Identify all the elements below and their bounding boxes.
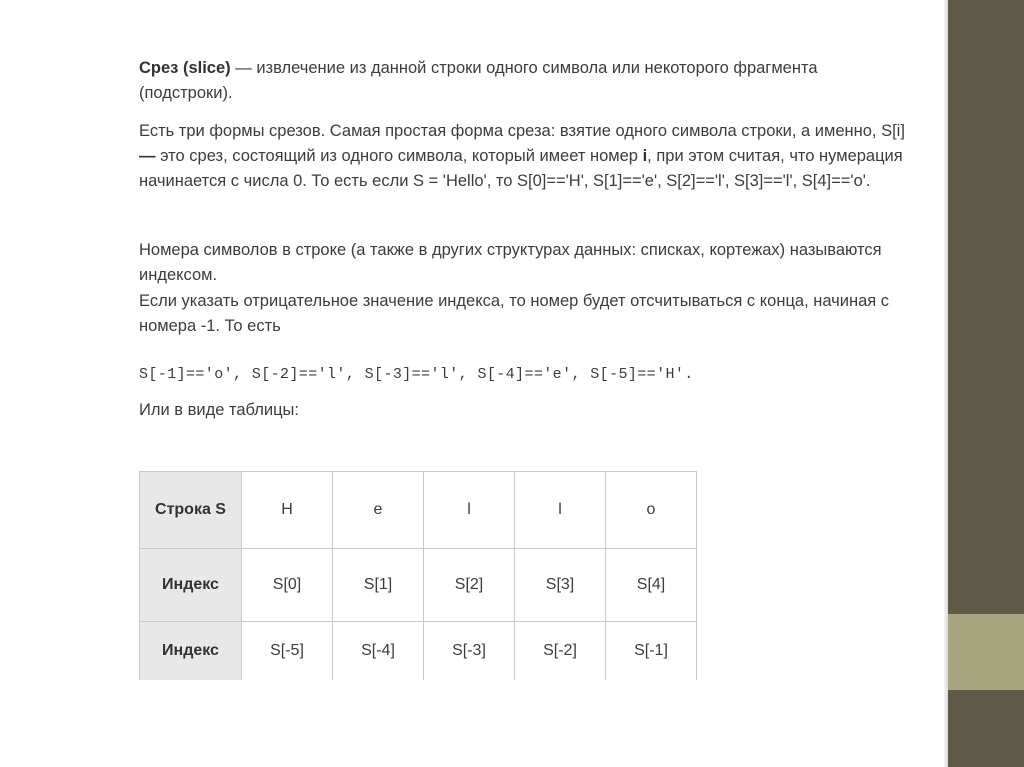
table-cell: S[-4] <box>333 622 424 681</box>
row-header-string: Строка S <box>140 472 242 549</box>
table-row <box>140 549 697 622</box>
row-header-negative-index: Индекс <box>140 622 242 681</box>
table-cell: H <box>242 472 333 549</box>
paragraph-index-definition: Номера символов в строке (а также в других структурах данных: списках, кортежах) называются индексом. <box>139 241 882 284</box>
expr-s-i: S[i] <box>881 122 905 140</box>
code-negative-indices: S[-1]=='o', S[-2]=='l', S[-3]=='l', S[-4]=='e', S[-5]=='H'. <box>139 366 694 383</box>
table-cell: S[0] <box>242 549 333 622</box>
table-cell: S[2] <box>424 549 515 622</box>
table-cell: S[-3] <box>424 622 515 681</box>
table-cell: l <box>515 472 606 549</box>
table-cell: S[4] <box>606 549 697 622</box>
paragraph-table-intro: Или в виде таблицы: <box>139 401 300 419</box>
table-cell: S[3] <box>515 549 606 622</box>
table-row <box>140 472 697 549</box>
decorative-sidebar-accent <box>948 614 1024 690</box>
slice-definition-text: — извлечение из данной строки одного символа или некоторого фрагмента (подстроки). <box>139 59 818 102</box>
table-cell: e <box>333 472 424 549</box>
table-cell: l <box>424 472 515 549</box>
forms-text-1: Есть три формы срезов. Самая простая форма среза: взятие одного символа строки, а именно, <box>139 122 882 140</box>
paragraph-negative-index: Если указать отрицательное значение индекса, то номер будет отсчитываться с конца, начиная с номера -1. То есть <box>139 292 890 335</box>
table-cell: S[-1] <box>606 622 697 681</box>
index-i: i <box>642 147 648 165</box>
table-cell: S[1] <box>333 549 424 622</box>
table-cell: S[-5] <box>242 622 333 681</box>
table-cell: o <box>606 472 697 549</box>
index-table <box>139 471 697 680</box>
paragraph-slice-forms <box>139 119 909 194</box>
forms-text-3: , при этом считая, что нумерация начинается с числа 0. То есть если S = 'Hello', то S[0]=='H', S[1]=='e', S[2]=='l', S[3]=='l', S[4]=='o'. <box>139 147 903 190</box>
dash: — <box>139 147 161 165</box>
row-header-index: Индекс <box>140 549 242 622</box>
term-slice: Срез (slice) <box>139 59 231 77</box>
forms-text-2: это срез, состоящий из одного символа, который имеет номер <box>160 147 643 165</box>
table-cell: S[-2] <box>515 622 606 681</box>
table-row <box>140 622 697 681</box>
paragraph-slice-definition <box>139 56 909 106</box>
